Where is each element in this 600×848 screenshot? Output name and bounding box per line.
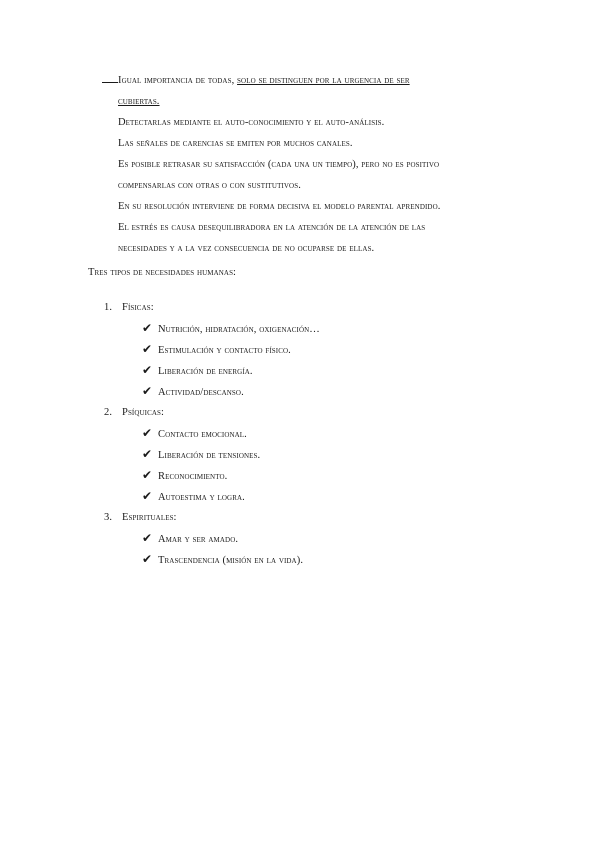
paragraph-line [102,91,502,112]
sub-item: ✔ Amar y ser amado. [104,528,524,549]
list-intro: Tres tipos de necesidades humanas: [88,267,237,278]
check-icon: ✔ [142,363,153,377]
sub-item: ✔ Reconocimiento. [104,465,524,486]
blank-underline [102,70,118,83]
sub-item: ✔ Liberación de energía. [104,360,524,381]
paragraph-line: Detectarlas mediante el auto-conocimiento y el auto-análisis. [118,117,385,128]
check-icon: ✔ [142,531,153,545]
check-icon: ✔ [142,489,153,503]
check-icon: ✔ [142,342,153,356]
sub-item: ✔ Liberación de tensiones. [104,444,524,465]
check-icon: ✔ [142,552,153,566]
sub-item: ✔ Autoestima y logra. [104,486,524,507]
paragraph-line: En su resolución interviene de forma decisiva el modelo parental aprendido. [118,201,441,212]
line-text: Igual importancia de todas, [118,75,238,86]
paragraph-line: compensarlas con otras o con sustitutivos. [118,180,301,191]
check-icon: ✔ [142,468,153,482]
sub-item: ✔ Contacto emocional. [104,423,524,444]
sub-item: ✔ Estimulación y contacto físico. [104,339,524,360]
paragraph-line: necesidades y a la vez consecuencia de no ocuparse de ellas. [118,243,375,254]
paragraph-line: Las señales de carencias se emiten por muchos canales. [118,138,353,149]
underlined-text: cubiertas. [118,96,160,107]
paragraph-line: El estrés es causa desequilibradora en la atención de la atención de las [118,222,426,233]
needs-list [104,297,524,570]
sub-item: ✔ Trascendencia (misión en la vida). [104,549,524,570]
list-item-spiritual: 3. Espirituales: [104,512,177,523]
paragraph-line [102,70,502,91]
underlined-text: solo se distinguen por la urgencia de ser [237,75,410,86]
sub-item: ✔ Actividad/descanso. [104,381,524,402]
check-icon: ✔ [142,384,153,398]
check-icon: ✔ [142,447,153,461]
needs-paragraph [102,70,502,259]
paragraph-line: Es posible retrasar su satisfacción (cada una un tiempo), pero no es positivo [118,159,440,170]
check-icon: ✔ [142,321,153,335]
list-item-psychic: 2. Psíquicas: [104,407,165,418]
list-item-physical: 1. Físicas: [104,302,154,313]
check-icon: ✔ [142,426,153,440]
sub-item: ✔ Nutrición, hidratación, oxigenación… [104,318,524,339]
